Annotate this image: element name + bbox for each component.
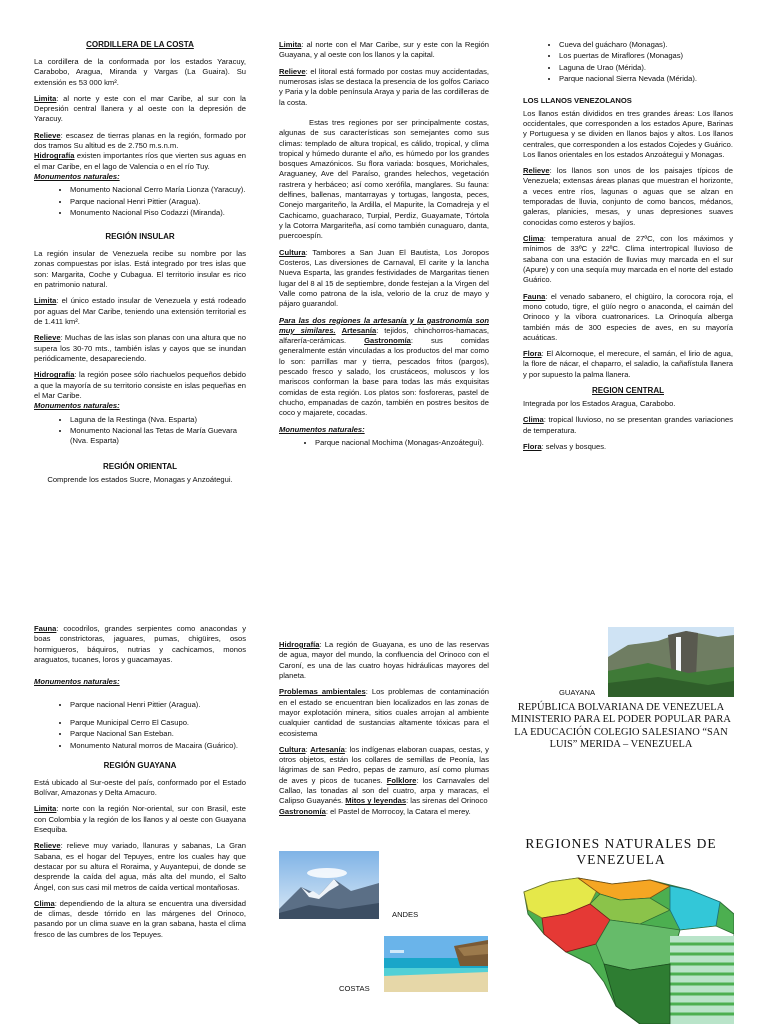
- paragraph-insular-intro: La región insular de Venezuela recibe su nombre por las zonas compuestas por islas. Está integrado por tres islas que son: Margarita, Coche y Cubagua. El territorio insular es rico en patrimonio natural.: [34, 249, 246, 290]
- label-relieve: Relieve: [34, 841, 61, 851]
- text-flora: : selvas y bosques.: [541, 441, 607, 451]
- andes-photo: [279, 851, 379, 919]
- paragraph-limita-insular: [34, 296, 246, 327]
- text-mitos: : las sirenas del Orinoco: [406, 796, 488, 806]
- list-item: • Monumento Nacional Piso Codazzi (Miranda).: [70, 208, 246, 218]
- paragraph-fauna-llanos: [523, 292, 733, 344]
- text-relieve: : escasez de tierras planas en la región, formado por dos tramos Su altitud es de 2.750 m.s.n.m.: [34, 130, 246, 151]
- paragraph-flora-central: [523, 442, 733, 452]
- text-relieve: : Muchas de las islas son planas con una altura que no supera los 30-70 mts., también islas y cayos que se inundan periódicamente, desapareciendo.: [34, 333, 246, 363]
- heading-insular: REGIÓN INSULAR: [105, 232, 175, 242]
- label-artesania: Artesanía: [310, 744, 345, 754]
- label-monumentos: Monumentos naturales:: [34, 401, 120, 411]
- label-limita: Limita: [34, 296, 57, 306]
- costas-photo: [384, 936, 488, 992]
- paragraph-relieve: [34, 131, 246, 152]
- paragraph-guayana-intro: Está ubicado al Sur-oeste del país, conformado por el Estado Bolívar, Amazonas y Delta Amacuro.: [34, 777, 246, 797]
- cover-institution: REPÚBLICA BOLVARIANA DE VENEZUELA MINISTERIO PARA EL PODER POPULAR PARA LA EDUCACIÓN COLEGIO SALESIANO “SAN LUIS” MERIDA – VENEZUELA: [511, 702, 731, 751]
- label-clima: Clima: [523, 415, 544, 425]
- label-fauna: Fauna: [34, 624, 57, 633]
- label-clima: Clima: [523, 234, 544, 243]
- text-limita: : el único estado insular de Venezuela y está rodeado por aguas del Mar Caribe, teniendo una extensión territorial es de 1.411 km².: [34, 296, 246, 326]
- list-item: • Parque nacional Mochima (Monagas-Anzoátegui).: [315, 438, 489, 448]
- label-limita: Limita: [34, 804, 57, 814]
- list-item: • Cueva del guácharo (Monagas).: [559, 40, 733, 50]
- list-item: • Monumento Nacional las Tetas de María Guevara (Nva. Esparta): [70, 426, 246, 447]
- cover-title: REGIONES NATURALES DE VENEZUELA: [525, 836, 717, 868]
- paragraph-cultura: [279, 248, 489, 310]
- paragraph-cordillera-intro: La cordillera de la conformada por los estados Yaracuy, Carabobo, Aragua, Miranda y Vargas (La Guaira). Su extensión es 53 000 km².: [34, 56, 246, 87]
- paragraph-artesania-gastronomia: [279, 316, 489, 419]
- list-item: • Monumento Nacional Cerro María Lionza (Yaracuy).: [70, 185, 246, 195]
- text-hidrografia: : La región de Guayana, es uno de las reservas de agua, mayor del mundo, la confluencia del Orinoco con el Caroní, es una de las cuatro hoyas hidráulicas mayores del planeta.: [279, 640, 489, 680]
- text-hidrografia: : la región posee sólo riachuelos pequeños debido a que la mayoría de su territorio consiste en islas pequeñas en el Mar Caribe.: [34, 370, 246, 400]
- paragraph-llanos: Los llanos están divididos en tres grandes áreas: Los llanos occidentales, que corresponden a los estados Apure, Barinas y Portuguesa y se dividen en llanos bajos y altos. Los llanos centrales, que corresponden a los estados Cojedes y Guárico. Los llanos orientales en los estados Anzoátegui y Monagas.: [523, 108, 733, 159]
- paragraph-fauna-central: [34, 624, 246, 665]
- paragraph-oriental: Comprende los estados Sucre, Monagas y Anzoátegui.: [47, 475, 233, 485]
- list-monumentos-oriental: [279, 438, 489, 448]
- beach-image: [384, 936, 488, 992]
- paragraph-relieve-oriental: [279, 67, 489, 108]
- column-guayana: [34, 624, 246, 1022]
- paragraph-flora-llanos: [523, 349, 733, 380]
- label-mitos: Mitos y leyendas: [345, 796, 407, 806]
- text-limita: : norte con la región Nor-oriental, sur con Brasil, este con Colombia y la región de los llanos y al oeste con Guayana Esequiba.: [34, 804, 246, 834]
- label-relieve: Relieve: [34, 333, 61, 343]
- list-item: • Laguna de Urao (Mérida).: [559, 63, 733, 73]
- label-monumentos: Monumentos naturales:: [279, 424, 365, 434]
- reclamation-zone-stripes: [670, 936, 734, 1024]
- label-cultura: Cultura: [279, 247, 306, 257]
- guayana-photo: [608, 627, 734, 697]
- list-item: • Parque nacional Henri Pittier (Aragua).: [70, 197, 246, 207]
- list-item: • Parque nacional Henri Pittier (Aragua).: [70, 700, 246, 710]
- paragraph-limita-guayana: [34, 804, 246, 835]
- label-monumentos: Monumentos naturales:: [34, 172, 120, 181]
- label-relieve: Relieve: [523, 166, 550, 176]
- label-hidrografia: Hidrografía: [34, 370, 75, 380]
- paragraph-clima-llanos: [523, 234, 733, 286]
- text-limita: : al norte con el Mar Caribe, sur y este con la Región Guayana, y al oeste con los llanos y la capital.: [279, 40, 489, 60]
- list-item: • Parque nacional Sierra Nevada (Mérida).: [559, 74, 733, 84]
- list-monumentos-insular: [34, 415, 246, 447]
- paragraph-caracteristicas: Estas tres regiones por ser principalmente costas, algunas de sus características son semejantes como sus climas: templado de altura tropical, es cálido, tropical, y clima tropical y húmedo durante el año, es húmedo por los grandes bosques Amazónicos. Su flora variada: bosques, Morichales, Araguaney, Ave del Paraíso, grandes helechos, vegetación rastrera y herbáceo; así como xerófila, manglares. Su fauna: delfines, ballenas, mantarrayas y tortugas, langosta, peces, Conejo margariteño, la Ardilla, el Mapurite, la Comadreja y el Cachicamo, guacharaco, Turpial, Perdiz, Guayamate, Tórtola y la Cotorra Margariteña, así como también cunaguaro, danta, puercoespín.: [279, 117, 489, 241]
- label-limita: Limita: [34, 93, 57, 103]
- venezuela-map: [520, 874, 734, 1024]
- text-cultura: : Tambores a San Juan El Bautista, Los Joropos Costeros, Las diversiones de Carnaval, El carite y la lancha Nueva Esparta, las grandes festividades de Margaritas tienen lugar del 8 al 15 de septiembre, donde festejan a la Virgen del Valle como patrona de la isla, velorio de la cruz de mayo y pájaro guarandol.: [279, 247, 489, 309]
- paragraph-hidrografia-guayana: [279, 640, 489, 681]
- list-item: • Monumento Natural morros de Macaira (Guárico).: [70, 741, 246, 751]
- text-gastronomia: : sus comidas generalmente están vinculadas a los productos del mar como lo son: parrillas mar y tierra, pescados fritos (pargos), pescado fresco y salado, los crustáceos, moluscos y los mariscos conforman la base para todas las más exquisitas comidas de esta región. Los platos son: fosforeras, pastel de chucho, empanadas de cazón, también en postres besitos de coco y majarete, cocadas.: [279, 336, 489, 418]
- label-hidrografia: Hidrografía: [279, 640, 320, 649]
- text-problemas: : Los problemas de contaminación en el estado se encuentran bien localizados en las zonas de mayor explotación minera, sitios cuales arrojan al ambiente cualquier cantidad de sustancias altamente tóxicas para el ecosistema: [279, 687, 489, 738]
- paragraph-cultura-guayana: Cultura: Artesanía: los indígenas elaboran cuapas, cestas, y otros objetos, están los collares de semillas de Peonía, las lágrimas de san Pedro, pepas de zamuro, así como plumas de aves y picos de tucanes. Folklore: los Carnavales del Callao, las tonadas al son del cuatro, arpa y maracas, el Calipso Guayanés. Mitos y leyendas: las sirenas del Orinoco: [279, 744, 489, 806]
- paragraph-hidrografia-insular: [34, 370, 246, 401]
- paragraph-clima-central: [523, 415, 733, 436]
- paragraph-hidrografia: [34, 151, 246, 172]
- heading-central: REGION CENTRAL: [592, 386, 664, 396]
- paragraph-central: Integrada por los Estados Aragua, Carabobo.: [523, 398, 676, 408]
- label-folklore: Folklore: [386, 775, 417, 785]
- label-cultura: Cultura: [279, 744, 306, 754]
- list-item: • Laguna de la Restinga (Nva. Esparta): [70, 415, 246, 425]
- heading-cordillera: CORDILLERA DE LA COSTA: [86, 40, 194, 49]
- text-gastronomia: : el Pastel de Morrocoy, la Catara el merey.: [325, 806, 471, 816]
- column-guayana-cont: [279, 640, 489, 840]
- label-clima: Clima: [34, 898, 55, 908]
- label-limita: Limita: [279, 40, 302, 49]
- paragraph-gastronomia-guayana: [279, 807, 489, 817]
- text-folklore: : los Carnavales del Callao, las tonadas al son del cuatro, arpa y maracas, el Calipso Guayanés.: [279, 775, 489, 806]
- list-item: • Parque Municipal Cerro El Casupo.: [70, 718, 246, 728]
- mountain-image: [279, 851, 379, 919]
- text-clima: : tropical lluvioso, no se presentan grandes variaciones de temperatura.: [523, 415, 733, 435]
- column-oriental: [279, 40, 489, 560]
- paragraph-relieve-llanos: [523, 166, 733, 228]
- paragraph-clima-guayana: [34, 899, 246, 940]
- list-item: • Los puertas de Miraflores (Monagas): [559, 51, 733, 61]
- label-flora: Flora: [523, 441, 542, 451]
- paragraph-relieve-insular: [34, 333, 246, 364]
- list-monumentos-central: [34, 700, 246, 751]
- column-llanos: [523, 40, 733, 540]
- waterfall-image: [608, 627, 734, 697]
- text-flora: : El Alcornoque, el merecure, el samán, el lirio de agua, la flore de nácar, el chaparro, el saladio, la cañafístula llanera y por supuesto la palma llanera.: [523, 349, 733, 379]
- text-limita: : al norte y este con el mar Caribe, al sur con la Depresión central llanera y al oeste con la depresión de Yaracuy.: [34, 93, 246, 124]
- text-relieve: : relieve muy variado, llanuras y sabanas, La Gran Sabana, es el hogar del Tepuyes, entre los cuales hay que destacar por su altura el Roraima, y Auyantepui, de donde se desprende la caída del agua, más alta del mundo, el Salto Ángel, con sus casi mil metros de caída vertical montañosas.: [34, 841, 246, 892]
- label-monumentos: Monumentos naturales:: [34, 677, 120, 687]
- text-intro-artesania: Para las dos regiones la artesanía y la gastronomía son muy similares.: [279, 315, 489, 335]
- label-gastronomia: Gastronomía: [364, 336, 411, 346]
- list-monumentos-cordillera: [34, 185, 246, 218]
- paragraph-limita-oriental: [279, 40, 489, 61]
- paragraph-relieve-guayana: [34, 841, 246, 893]
- text-fauna: : cocodrilos, grandes serpientes como anacondas y boas constrictoras, jaguares, pumas, chigüires, osos hormigueros, báquiros, nutrias y cachicamos, monos araguatos, tucanes, loros y guacamayas.: [34, 624, 246, 664]
- label-relieve: Relieve: [279, 66, 306, 76]
- text-artesania: : tejidos, chinchorros-hamacas, alfarería-cerámicas.: [279, 325, 489, 346]
- caption-costas: COSTAS: [339, 984, 370, 993]
- label-hidrografia: Hidrografía: [34, 151, 75, 161]
- label-artesania: Artesanía: [341, 325, 377, 335]
- label-fauna: Fauna: [523, 291, 546, 301]
- caption-guayana: GUAYANA: [559, 688, 596, 697]
- label-flora: Flora: [523, 349, 542, 359]
- text-fauna: : el venado sabanero, el chigüiro, la corocora roja, el mono cotudo, tigre, el güío negro o anaconda, el caimán del Orinoco y la víbora cuatronarices. La Orinoquía alberga también más de 300 especies de aves, en su mayoría acuáticas.: [523, 291, 733, 342]
- text-clima: : dependiendo de la altura se encuentra una diversidad de climas, desde tórrido en las márgenes del Orinoco, pasando por un clima suave en la gran sabana, hasta el clima fresco de las cumbres de los Tepuyes.: [34, 898, 246, 939]
- list-monumentos-oriental-cont: [523, 40, 733, 84]
- label-gastronomia: Gastronomía: [279, 806, 326, 816]
- label-problemas: Problemas ambientales: [279, 687, 366, 697]
- column-cordillera: [34, 40, 246, 572]
- paragraph-problemas: [279, 687, 489, 739]
- heading-guayana: REGIÓN GUAYANA: [103, 760, 177, 770]
- heading-llanos: LOS LLANOS VENEZOLANOS: [523, 96, 632, 106]
- map-image: [520, 874, 734, 1024]
- list-item: • Parque Nacional San Esteban.: [70, 729, 246, 739]
- text-relieve: : el litoral está formado por costas muy accidentadas, numerosas islas se destaca la presencia de los golfos Cariaco y Paria y la doble península Araya y paria de las cordilleras de la costa.: [279, 66, 489, 107]
- text-relieve: : los llanos son unos de los paisajes típicos de Venezuela; extensas áreas planas que muestran el horizonte, a veces entre ríos, lagunas o aguas que se alzan en temporadas de lluvia, conjunto de como bancos, médanos, galeras, planicies, mesas, y unas depresiones suaves conocidas como esteros y bajíos.: [523, 166, 733, 227]
- text-hidrografia: existen importantes ríos que vierten sus aguas en el mar Caribe, en el lago de Valencia o en el río Tuy.: [34, 151, 246, 171]
- label-relieve: Relieve: [34, 130, 61, 140]
- caption-andes: ANDES: [392, 910, 419, 919]
- text-artesania: : los indígenas elaboran cuapas, cestas, y otros objetos, están los collares de semillas de Peonía, las lágrimas de san Pedro, pepas de zamuro, así como plumas de aves y picos de tucanes.: [279, 744, 489, 785]
- heading-oriental: REGIÓN ORIENTAL: [102, 462, 178, 472]
- paragraph-limita: [34, 94, 246, 125]
- text-clima: : temperatura anual de 27ºC, con los máximos y mínimos de 33ºC y 22ºC. Clima intertropical lluvioso de sabana con una estación de lluvias muy marcada en el sur (Apure) y con una sequía muy marcada en el norte del estado Guárico.: [523, 234, 733, 285]
